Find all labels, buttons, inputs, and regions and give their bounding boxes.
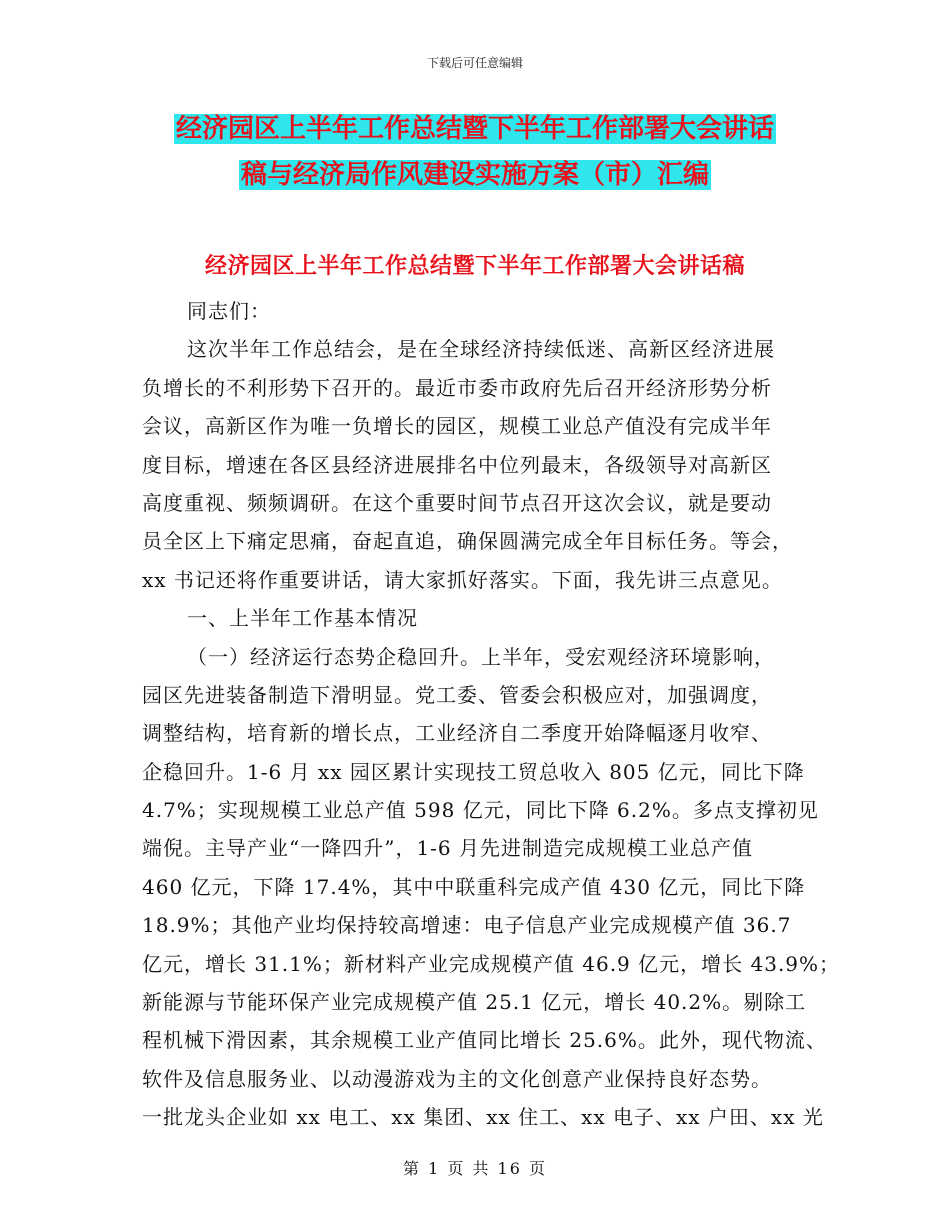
paragraph-line: 负增长的不利形势下召开的。最近市委市政府先后召开经济形势分析 [142, 375, 772, 400]
paragraph-line: 460 亿元，下降 17.4%，其中中联重科完成产值 430 亿元，同比下降 [142, 874, 806, 899]
paragraph-line: 高度重视、频频调研。在这个重要时间节点召开这次会议，就是要动 [142, 490, 772, 515]
paragraph-line: xx 书记还将作重要讲话，请大家抓好落实。下面，我先讲三点意见。 [142, 567, 783, 592]
title-highlight: 经济园区上半年工作总结暨下半年工作部署大会讲话 [175, 114, 774, 144]
paragraph-line: 软件及信息服务业、以动漫游戏为主的文化创意产业保持良好态势。 [142, 1066, 772, 1091]
paragraph-line: 这次半年工作总结会，是在全球经济持续低迷、高新区经济进展 [187, 337, 775, 362]
paragraph-line: 度目标，增速在各区县经济进展排名中位列最末，各级领导对高新区 [142, 452, 772, 477]
paragraph-line: 企稳回升。1-6 月 xx 园区累计实现技工贸总收入 805 亿元，同比下降 [142, 759, 805, 784]
paragraph-line: （一）经济运行态势企稳回升。上半年，受宏观经济环境影响， [187, 644, 775, 669]
paragraph-line: 员全区上下痛定思痛，奋起直追，确保圆满完成全年目标任务。等会， [142, 529, 793, 554]
body-text [142, 292, 842, 1137]
paragraph-line: 程机械下滑因素，其余规模工业产值同比增长 25.6%。此外，现代物流、 [142, 1028, 827, 1053]
section-heading: 一、上半年工作基本情况 [187, 606, 418, 631]
paragraph-line: 18.9%；其他产业均保持较高增速：电子信息产业完成规模产值 36.7 [142, 913, 792, 938]
paragraph-line: 园区先进装备制造下滑明显。党工委、管委会积极应对，加强调度， [142, 682, 772, 707]
paragraph-line: 一批龙头企业如 xx 电工、xx 集团、xx 住工、xx 电子、xx 户田、xx 光 [142, 1105, 824, 1130]
document-title-line-2 [0, 158, 950, 192]
salutation: 同志们： [187, 299, 271, 323]
paragraph-line: 会议，高新区作为唯一负增长的园区，规模工业总产值没有完成半年 [142, 414, 772, 439]
paragraph-line: 新能源与节能环保产业完成规模产值 25.1 亿元，增长 40.2%。剔除工 [142, 990, 807, 1015]
paragraph-line: 调整结构，培育新的增长点，工业经济自二季度开始降幅逐月收窄、 [142, 721, 772, 746]
title-highlight: 稿与经济局作风建设实施方案（市）汇编 [240, 160, 709, 190]
document-title-line-1 [0, 112, 950, 146]
paragraph-line: 亿元，增长 31.1%；新材料产业完成规模产值 46.9 亿元，增长 43.9%； [142, 951, 841, 976]
paragraph-line: 端倪。主导产业“一降四升”，1-6 月先进制造完成规模工业总产值 [142, 836, 754, 861]
page-number: 第 1 页 共 16 页 [403, 1159, 547, 1178]
paragraph-line: 4.7%；实现规模工业总产值 598 亿元，同比下降 6.2%。多点支撑初见 [142, 798, 819, 823]
section-title: 经济园区上半年工作总结暨下半年工作部署大会讲话稿 [204, 254, 745, 279]
header-note: 下载后可任意编辑 [426, 56, 523, 70]
